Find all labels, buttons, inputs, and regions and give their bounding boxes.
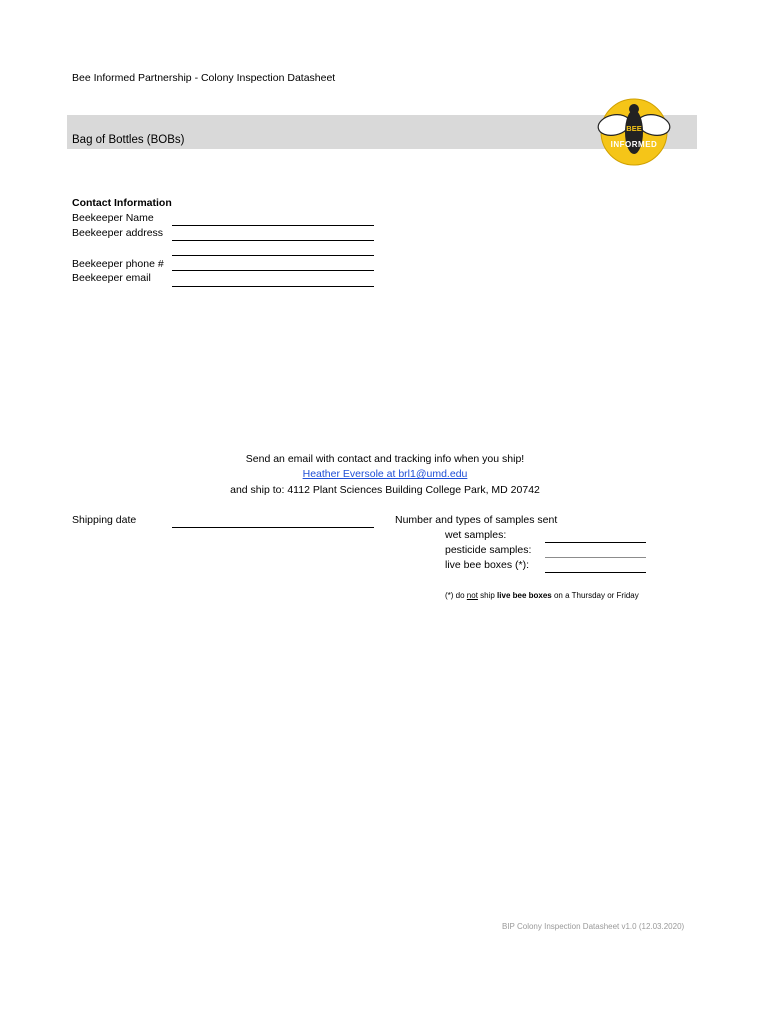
shipping-date-field[interactable] [172, 527, 374, 528]
email-link-row [0, 468, 770, 480]
bee-informed-logo [597, 98, 671, 166]
pesticide-samples-field[interactable] [545, 557, 646, 558]
contact-email-link[interactable]: Heather Eversole at brl1@umd.edu [302, 468, 468, 480]
beekeeper-address-field[interactable] [172, 240, 374, 241]
beekeeper-address-label: Beekeeper address [72, 227, 164, 239]
wet-samples-label: wet samples: [445, 529, 507, 541]
note-bold: live bee boxes [497, 591, 552, 600]
shipping-instruction: Send an email with contact and tracking info when you ship! [245, 453, 525, 465]
samples-heading: Number and types of samples sent [395, 514, 558, 526]
beekeeper-address-field-2[interactable] [172, 255, 374, 256]
note-not: not [466, 591, 478, 600]
shipping-note [445, 591, 639, 600]
beekeeper-phone-field[interactable] [172, 270, 374, 271]
beekeeper-email-label: Beekeeper email [72, 272, 151, 284]
pesticide-samples-label: pesticide samples: [445, 544, 532, 556]
shipping-date-label: Shipping date [72, 514, 137, 526]
note-prefix: (*) do [445, 591, 467, 600]
live-bee-boxes-field[interactable] [545, 572, 646, 573]
beekeeper-name-label: Beekeeper Name [72, 212, 154, 224]
logo-bottom-text: INFORMED [610, 140, 658, 149]
beekeeper-email-field[interactable] [172, 286, 374, 287]
section-title: Bag of Bottles (BOBs) [72, 134, 185, 146]
beekeeper-phone-label: Beekeeper phone # [72, 258, 164, 270]
contact-heading: Contact Information [72, 197, 172, 209]
beekeeper-name-field[interactable] [172, 225, 374, 226]
note-suffix: on a Thursday or Friday [551, 591, 639, 600]
wet-samples-field[interactable] [545, 542, 646, 543]
shipping-address: and ship to: 4112 Plant Sciences Building College Park, MD 20742 [230, 484, 540, 496]
live-bee-boxes-label: live bee boxes (*): [445, 559, 530, 571]
note-mid: ship [477, 591, 498, 600]
logo-top-text: BEE [626, 124, 642, 133]
footer-version: BIP Colony Inspection Datasheet v1.0 (12.03.2020) [502, 922, 685, 931]
document-title: Bee Informed Partnership - Colony Inspection Datasheet [72, 72, 336, 84]
